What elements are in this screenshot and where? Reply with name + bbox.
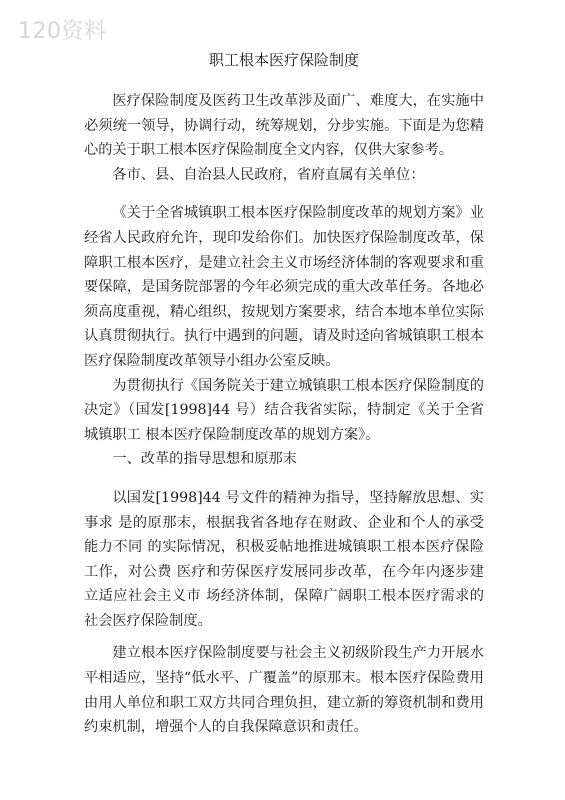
intro-paragraph: 医疗保险制度及医药卫生改革涉及面广、难度大，在实施中必须统一领导，协调行动，统筹规划，分步实施。下面是为您精心的关于职工根本医疗保险制度全文内容，仅供大家参考。 [84, 93, 484, 159]
section-heading: 一、改革的指导思想和原那末 [112, 451, 297, 468]
basic-principle-paragraph: 建立根本医疗保险制度要与社会主义初级阶段生产力开展水平相适应，坚持“低水平、广覆盖”的原那末。根本医疗保险费用由用人单位和职工双方共同合理负担，建立新的筹资机制和费用约束机制，增强个人的自我保障意识和责任。 [84, 645, 484, 736]
notice-paragraph: 《关于全省城镇职工根本医疗保险制度改革的规划方案》业经省人民政府允许，现印发给你们。加快医疗保险制度改革，保障职工根本医疗，是建立社会主义市场经济体制的客观要求和重要保障，是国务院部署的今年必须完成的重大改革任务。各地必须高度重视，精心组织，按规划方案要求，结合本地本单位实际认真贯彻执行。执行中遇到的问题，请及时迳向省城镇职工根本医疗保险制度改革领导小组办公室反映。 [84, 205, 484, 369]
watermark-logo: 120资料 [18, 19, 107, 44]
guiding-principle-paragraph: 以国发[1998]44 号文件的精神为指导，坚持解放思想、实事求 是的原那末，根据我省各地存在财政、企业和个人的承受能力不同 的实际情况，积极妥帖地推进城镇职工根本医疗保险工作，对公费 医疗和劳保医疗发展同步改革，在今年内逐步建立适应社会主义市 场经济体制，保障广阔职工根本医疗需求的社会医疗保险制度。 [84, 489, 484, 629]
document-title: 职工根本医疗保险制度 [208, 51, 359, 69]
purpose-paragraph: 为贯彻执行《国务院关于建立城镇职工根本医疗保险制度的决定》（国发[1998]44 号）结合我省实际，特制定《关于全省城镇职工 根本医疗保险制度改革的规划方案》。 [84, 377, 484, 443]
addressee-paragraph: 各市、县、自治县人民政府，省府直属有关单位： [112, 166, 425, 183]
document-page [84, 50, 484, 740]
